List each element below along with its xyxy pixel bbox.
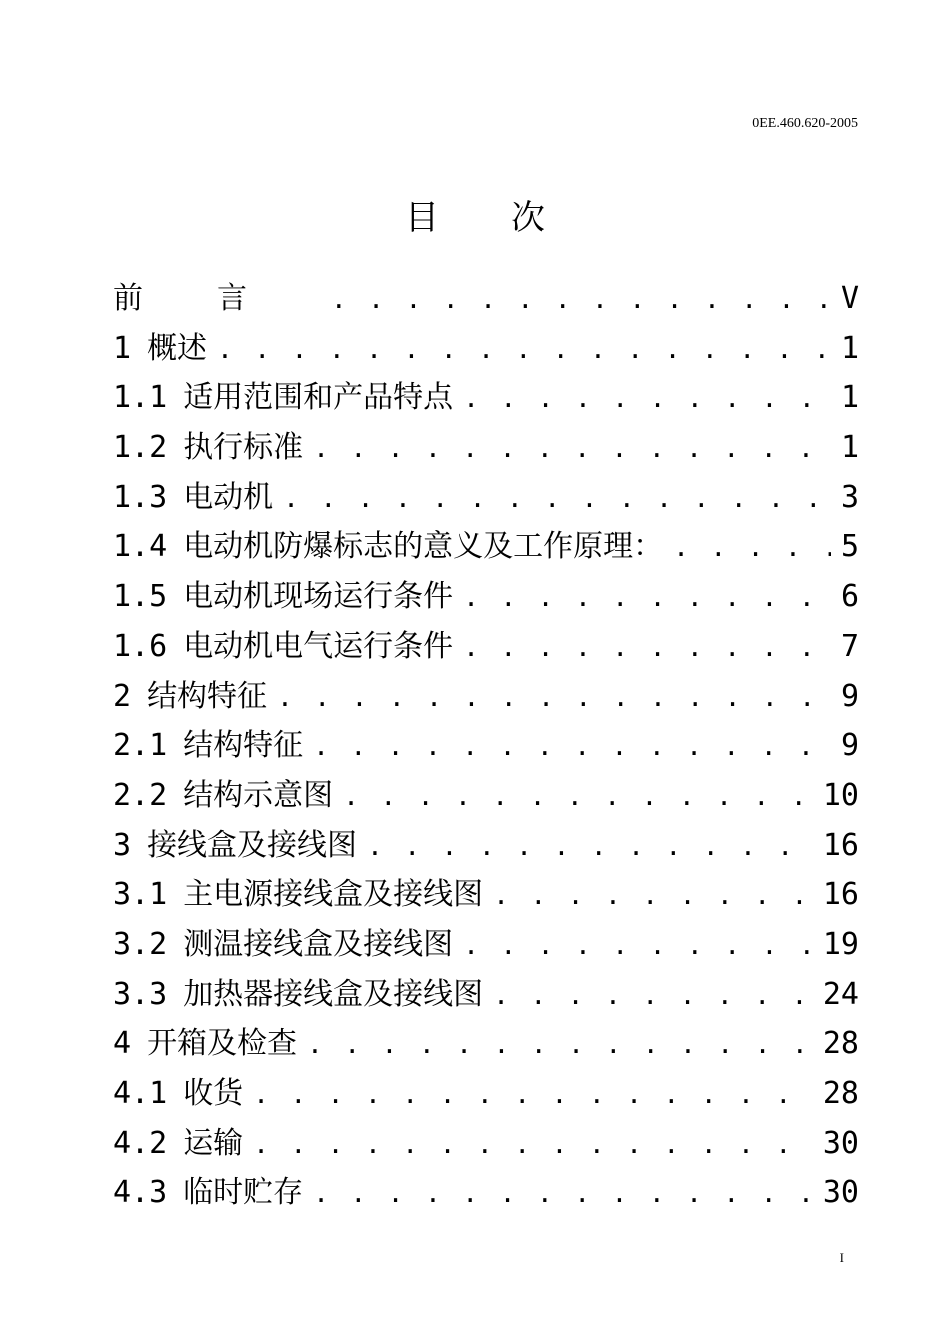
- toc-entry[interactable]: [113, 324, 859, 374]
- toc-dot-leader: [463, 574, 831, 624]
- toc-entry[interactable]: [113, 622, 859, 672]
- toc-entry-page: 1: [840, 380, 859, 416]
- toc-dot-leader: [307, 1021, 813, 1071]
- toc-entry-label: 加热器接线盒及接线图: [183, 976, 484, 1012]
- toc-entry-label: 临时贮存: [183, 1175, 304, 1211]
- toc-entry-label: 运输: [183, 1125, 244, 1161]
- toc-entry[interactable]: [113, 920, 859, 970]
- toc-entry-number: 2: [113, 678, 132, 714]
- toc-entry-page: 9: [840, 728, 859, 764]
- toc-entry-number: 4.3: [113, 1175, 168, 1211]
- toc-entry[interactable]: [113, 1019, 859, 1069]
- toc-entry-label: 适用范围和产品特点: [183, 380, 454, 416]
- toc-entry-number: 2.1: [113, 728, 168, 764]
- toc-dot-leader: [343, 773, 813, 823]
- toc-entry-page: 9: [840, 678, 859, 714]
- toc-entry-label: 开箱及检查: [147, 1026, 298, 1062]
- toc-entry[interactable]: [113, 473, 859, 523]
- toc-entry[interactable]: [113, 1168, 859, 1218]
- title-char-left: 目: [405, 198, 439, 238]
- title-char-right: 次: [511, 198, 545, 238]
- toc-entry-number: 1.2: [113, 430, 168, 466]
- toc-entry[interactable]: [113, 672, 859, 722]
- toc-entry-number: 1.5: [113, 579, 168, 615]
- toc-dot-leader: [463, 375, 831, 425]
- toc-entry-number: 4.1: [113, 1076, 168, 1111]
- toc-entry-page: 1: [840, 330, 859, 366]
- toc-entry-number: 3.1: [113, 877, 168, 913]
- toc-entry[interactable]: [113, 771, 859, 821]
- toc-entry[interactable]: [113, 721, 859, 771]
- toc-entry-number: 1.3: [113, 479, 168, 515]
- toc-entry-label: 接线盒及接线图: [147, 827, 358, 863]
- toc-entry-page: 30: [822, 1175, 859, 1211]
- toc-entry-page: 7: [840, 628, 859, 664]
- toc-dot-leader: [313, 425, 831, 475]
- toc-dot-leader: [253, 1121, 813, 1171]
- toc-entry-page: 3: [840, 479, 859, 515]
- toc-entry-label: 测温接线盒及接线图: [183, 926, 454, 962]
- toc-entry-number: 1: [113, 330, 132, 366]
- toc-entry-label: 电动机电气运行条件: [183, 628, 454, 664]
- table-of-contents: [113, 274, 859, 1218]
- toc-entry[interactable]: [113, 423, 859, 473]
- toc-entry-label: 电动机现场运行条件: [183, 579, 454, 615]
- toc-entry[interactable]: [113, 1119, 859, 1169]
- toc-entry-label: 执行标准: [183, 430, 304, 466]
- toc-entry[interactable]: [113, 522, 859, 572]
- toc-entry-label: 收货: [183, 1076, 244, 1111]
- toc-entry-label: 电动机: [183, 479, 274, 515]
- toc-entry-number: 1.4: [113, 529, 168, 565]
- toc-entry-page: 6: [840, 579, 859, 615]
- toc-entry[interactable]: [113, 373, 859, 423]
- toc-entry-label: 结构示意图: [183, 777, 334, 813]
- toc-entry[interactable]: [113, 1069, 859, 1119]
- toc-entry-number: 1.1: [113, 380, 168, 416]
- toc-entry-label: 结构特征: [183, 728, 304, 764]
- toc-entry[interactable]: [113, 274, 859, 324]
- toc-entry-number: 2.2: [113, 777, 168, 813]
- toc-entry-page: 16: [822, 877, 859, 913]
- toc-dot-leader: [463, 624, 831, 674]
- toc-entry-label: 电动机防爆标志的意义及工作原理：: [183, 529, 664, 565]
- toc-entry-number: 4: [113, 1026, 132, 1062]
- toc-entry-label: 主电源接线盒及接线图: [183, 877, 484, 913]
- toc-entry-page: V: [840, 281, 859, 316]
- page-title: [0, 190, 950, 239]
- toc-entry-number: 3: [113, 827, 132, 863]
- toc-dot-leader: [367, 823, 813, 873]
- toc-entry-number: 4.2: [113, 1125, 168, 1161]
- toc-dot-leader: [313, 723, 831, 773]
- toc-entry-page: 16: [822, 827, 859, 863]
- toc-dot-leader: [313, 1170, 813, 1220]
- toc-entry-page: 5: [840, 529, 859, 565]
- toc-entry[interactable]: [113, 970, 859, 1020]
- toc-entry-label: 结构特征: [147, 678, 268, 714]
- toc-entry-page: 1: [840, 430, 859, 466]
- toc-entry[interactable]: [113, 870, 859, 920]
- toc-entry-page: 10: [822, 777, 859, 813]
- toc-dot-leader: [217, 326, 831, 376]
- toc-dot-leader: [673, 524, 831, 574]
- toc-dot-leader: [463, 922, 813, 972]
- toc-entry-page: 28: [822, 1076, 859, 1111]
- toc-entry-page: 28: [822, 1026, 859, 1062]
- toc-entry-page: 30: [822, 1125, 859, 1161]
- page-number: I: [839, 1250, 844, 1265]
- toc-entry-number: 3.2: [113, 926, 168, 962]
- toc-entry[interactable]: [113, 821, 859, 871]
- toc-entry-label: 前言: [113, 281, 321, 316]
- toc-entry-label: 概述: [147, 330, 208, 366]
- document-code: 0EE.460.620-2005: [752, 116, 858, 131]
- toc-dot-leader: [277, 674, 831, 724]
- toc-entry-page: 19: [822, 926, 859, 962]
- toc-entry-number: 3.3: [113, 976, 168, 1012]
- toc-dot-leader: [331, 276, 831, 326]
- toc-dot-leader: [493, 972, 813, 1022]
- toc-entry[interactable]: [113, 572, 859, 622]
- toc-dot-leader: [253, 1071, 813, 1121]
- toc-dot-leader: [283, 475, 831, 525]
- toc-dot-leader: [493, 872, 813, 922]
- toc-entry-page: 24: [822, 976, 859, 1012]
- toc-entry-number: 1.6: [113, 628, 168, 664]
